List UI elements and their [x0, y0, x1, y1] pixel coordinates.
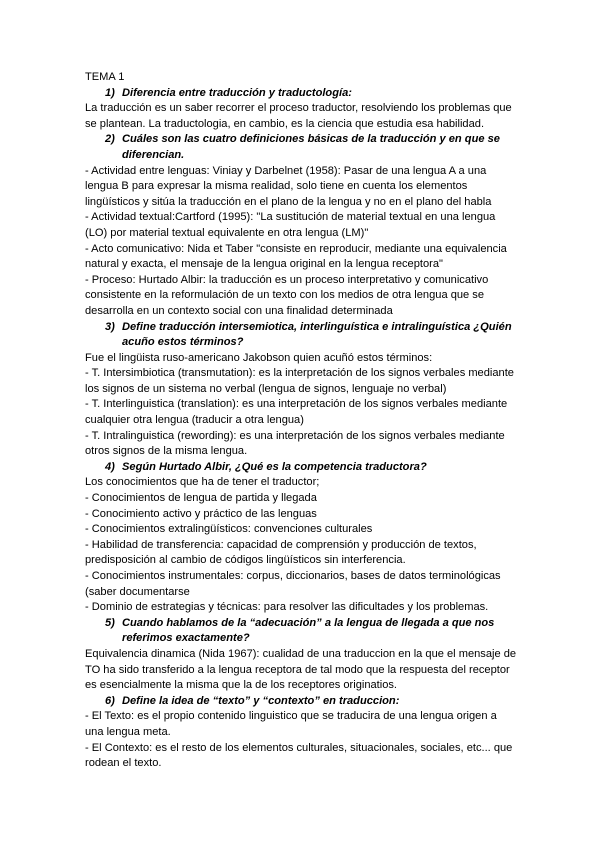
question-heading: [85, 460, 517, 476]
answer-paragraph: La traducción es un saber recorrer el proceso traductor, resolviendo los problemas que se plantean. La traductologia, en cambio, es la ciencia que estudia esa habilidad.: [85, 102, 512, 130]
question-heading: [85, 320, 517, 351]
answer-paragraph: Equivalencia dinamica (Nida 1967): cualidad de una traduccion en la que el mensaje de TO ha sido transferido a la lengua receptora de tal modo que la respuesta del receptor es esencialmente la misma que la de los receptores originatios.: [85, 647, 517, 692]
answer-paragraph: Fue el lingüista ruso-americano Jakobson quien acuñó estos términos:: [85, 351, 433, 364]
answer-paragraph: Los conocimientos que ha de tener el traductor;: [85, 476, 320, 489]
question-number: 2): [105, 133, 115, 146]
document-page: [85, 70, 517, 772]
question-heading: [85, 86, 517, 102]
question-number: 1): [105, 86, 115, 99]
question-heading: [85, 132, 517, 163]
section-6: [85, 694, 517, 772]
section-2: [85, 132, 517, 319]
answer-paragraph: - Actividad entre lenguas: Viniay y Darbelnet (1958): Pasar de una lengua A a una lengua B para expresar la misma realidad, solo tiene en cuenta los elementos lingüísticos y sitúa la traducción en el plano de la lengua y no en el plano del habla: [85, 164, 492, 208]
section-5: [85, 616, 517, 694]
question-number: 3): [105, 320, 115, 333]
answer-paragraph: - Habilidad de transferencia: capacidad de comprensión y producción de textos, predisposición al cambio de códigos lingüísticos sin interferencia.: [85, 538, 477, 567]
answer-paragraph: - T. Interlinguistica (translation): es una interpretación de los signos verbales mediante cualquier otra lengua (traducir a otra lengua): [85, 398, 508, 427]
answer-paragraph: - Actividad textual:Cartford (1995): "La sustitución de material textual en una lengua (LO) por material textual equivalente en otra lengua (LM)": [85, 211, 496, 239]
section-1: [85, 86, 517, 133]
question-heading: [85, 616, 517, 647]
document-title: TEMA 1: [85, 71, 125, 83]
question-number: 6): [105, 694, 115, 707]
answer-paragraph: - Dominio de estrategias y técnicas: para resolver las dificultades y los problemas.: [85, 601, 489, 614]
answer-paragraph: - Acto comunicativo: Nida et Taber "consiste en reproducir, mediante una equivalencia natural y exacta, el mensaje de la lengua original en la lengua receptora": [85, 242, 507, 271]
question-text: Cuando hablamos de la “adecuación” a la lengua de llegada a que nos referimos exactamente?: [122, 616, 495, 645]
question-text: Diferencia entre traducción y traductología:: [122, 86, 352, 99]
answer-paragraph: - T. Intersimbiotica (transmutation): es la interpretación de los signos verbales mediante los signos de un sistema no verbal (lengua de signos, lenguaje no verbal): [85, 367, 514, 395]
question-text: Según Hurtado Albir, ¿Qué es la competencia traductora?: [122, 460, 427, 473]
question-heading: [85, 694, 517, 710]
question-number: 5): [105, 616, 115, 629]
question-number: 4): [105, 460, 115, 473]
answer-paragraph: - Conocimiento activo y práctico de las lenguas: [85, 507, 317, 520]
answer-paragraph: - Conocimientos extralingüísticos: convenciones culturales: [85, 523, 373, 536]
answer-paragraph: - T. Intralinguistica (rewording): es una interpretación de los signos verbales mediante otros signos de la misma lengua.: [85, 429, 505, 458]
section-3: [85, 320, 517, 460]
answer-paragraph: - El Contexto: es el resto de los elementos culturales, situacionales, sociales, etc... que rodean el texto.: [85, 741, 513, 770]
question-text: Cuáles son las cuatro definiciones básicas de la traducción y en que se diferencian.: [122, 133, 500, 161]
answer-paragraph: - El Texto: es el propio contenido linguistico que se traducira de una lengua origen a una lengua meta.: [85, 710, 497, 738]
answer-paragraph: - Conocimientos instrumentales: corpus, diccionarios, bases de datos terminológicas (saber documentarse: [85, 570, 501, 598]
question-text: Define la idea de “texto” y “contexto” en traduccion:: [122, 694, 400, 707]
answer-paragraph: - Proceso: Hurtado Albir: la traducción es un proceso interpretativo y comunicativo consistente en la reformulación de un texto con los medios de otra lengua que se desarrolla en un contexto social con una finalidad determinada: [85, 273, 489, 317]
question-text: Define traducción intersemiotica, interlinguística e intralinguística ¿Quién acuño estos términos?: [122, 320, 512, 349]
answer-paragraph: - Conocimientos de lengua de partida y llegada: [85, 492, 317, 505]
section-4: [85, 460, 517, 616]
